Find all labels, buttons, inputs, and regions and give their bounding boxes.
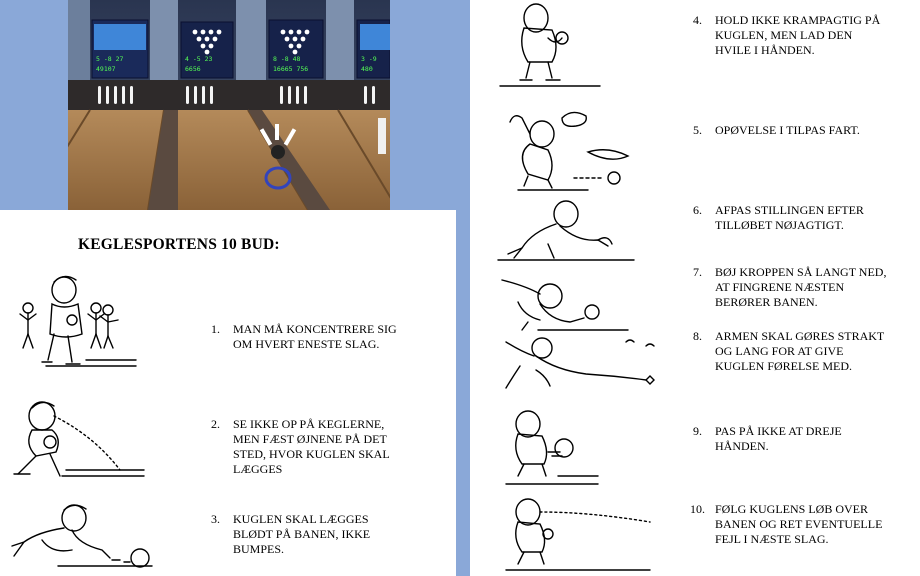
- rule-1-line: MAN MÅ KONCENTRERE SIG: [233, 322, 397, 336]
- rule-1-line: OM HVERT ENESTE SLAG.: [233, 337, 380, 351]
- rule-2-line: LÆGGES: [233, 462, 283, 476]
- rule-2-line: STED, HVOR KUGLEN SKAL: [233, 447, 390, 461]
- rule-6-line: TILLØBET NØJAGTIGT.: [715, 218, 844, 232]
- bowling-alley-photo: [68, 0, 390, 210]
- illustration-9: [498, 404, 608, 490]
- rule-5-number: 5.: [693, 123, 702, 137]
- rule-10-number: 10.: [690, 502, 705, 516]
- rule-6-line: AFPAS STILLINGEN EFTER: [715, 203, 864, 217]
- illustration-2: [6, 394, 206, 489]
- scoreboard-4-bottom: 480: [361, 65, 373, 73]
- illustration-3: [2, 500, 202, 576]
- scoreboard-2-bottom: 6656: [185, 65, 201, 73]
- rule-3-number: 3.: [211, 512, 220, 526]
- rule-8-line: KUGLEN FØRELSE MED.: [715, 359, 852, 373]
- rule-2-number: 2.: [211, 417, 220, 431]
- rule-9-line: PAS PÅ IKKE AT DREJE: [715, 424, 842, 438]
- scoreboard-4-top: 3 -9: [361, 55, 377, 63]
- rule-9-number: 9.: [693, 424, 702, 438]
- scoreboard-2-top: 4 -5 23: [185, 55, 213, 63]
- rule-7-line: BØJ KROPPEN SÅ LANGT NED,: [715, 265, 887, 279]
- rule-3-line: KUGLEN SKAL LÆGGES: [233, 512, 369, 526]
- rule-6-number: 6.: [693, 203, 702, 217]
- rule-4-line: KUGLEN, MEN LAD DEN: [715, 28, 853, 42]
- rule-2-line: MEN FÆST ØJNENE PÅ DET: [233, 432, 387, 446]
- scoreboard-3-bottom: 16665 756: [273, 65, 309, 73]
- rule-3-line: BLØDT PÅ BANEN, IKKE: [233, 527, 371, 541]
- scoreboard-1-bottom: 49107: [96, 65, 116, 73]
- rule-5-line: OPØVELSE I TILPAS FART.: [715, 123, 860, 137]
- rule-7-number: 7.: [693, 265, 702, 279]
- rule-4-line: HVILE I HÅNDEN.: [715, 43, 815, 57]
- rule-8-line: ARMEN SKAL GØRES STRAKT: [715, 329, 885, 343]
- rule-7-line: AT FINGRENE NÆSTEN: [715, 280, 845, 294]
- illustration-7: [498, 274, 638, 334]
- rule-2-line: SE IKKE OP PÅ KEGLERNE,: [233, 417, 385, 431]
- illustration-4: [500, 0, 620, 92]
- scoreboard-3-top: 8 -8 48: [273, 55, 301, 63]
- rule-4-line: HOLD IKKE KRAMPAGTIG PÅ: [715, 13, 881, 27]
- illustration-8: [496, 336, 666, 396]
- rule-7-line: BERØRER BANEN.: [715, 295, 818, 309]
- rule-9-line: HÅNDEN.: [715, 439, 769, 453]
- rule-1-number: 1.: [211, 322, 220, 336]
- rule-10-line: FEJL I NÆSTE SLAG.: [715, 532, 829, 546]
- rule-3-line: BUMPES.: [233, 542, 285, 556]
- illustration-5: [498, 104, 648, 194]
- rule-10-line: BANEN OG RET EVENTUELLE: [715, 517, 883, 531]
- blue-divider: [456, 0, 470, 576]
- rule-4-number: 4.: [693, 13, 702, 27]
- page-title: KEGLESPORTENS 10 BUD:: [78, 236, 280, 253]
- illustration-10: [500, 494, 660, 574]
- illustration-1: [6, 268, 206, 378]
- scoreboard-1-top: 5 -8 27: [96, 55, 124, 63]
- rule-8-number: 8.: [693, 329, 702, 343]
- illustration-6: [494, 198, 644, 268]
- rule-8-line: OG LANG FOR AT GIVE: [715, 344, 844, 358]
- rule-10-line: FØLG KUGLENS LØB OVER: [715, 502, 868, 516]
